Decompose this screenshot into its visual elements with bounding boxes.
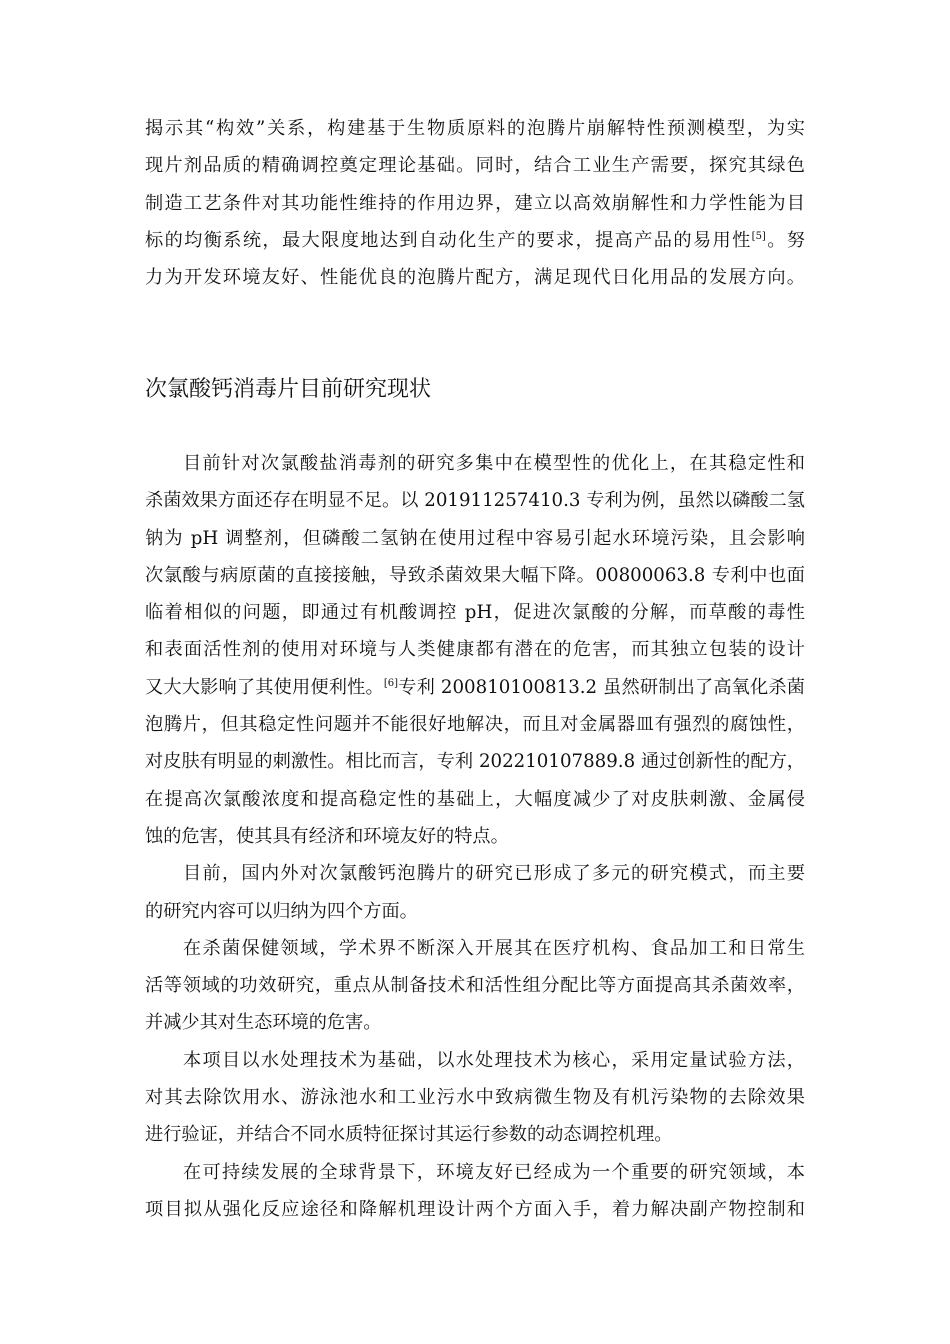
- line-text: 进行验证，并结合不同水质特征探讨其运行参数的动态调控机理。: [145, 1124, 673, 1146]
- text-line: [145, 967, 805, 1004]
- text-line: [145, 1191, 805, 1228]
- line-text: 力为开发环境友好、性能优良的泡腾片配方，满足现代日化用品的发展方向。: [145, 267, 805, 289]
- line-text: 临着相似的问题，即通过有机酸调控 pH，促进次氯酸的分解，而草酸的毒性: [145, 602, 805, 624]
- line-text: 现片剂品质的精确调控奠定理论基础。同时，结合工业生产需要，探究其绿色: [145, 155, 805, 177]
- line-text: 钠为 pH 调整剂，但磷酸二氢钠在使用过程中容易引起水环境污染，且会影响: [145, 527, 805, 549]
- line-text: 次氯酸与病原菌的直接接触，导致杀菌效果大幅下降。00800063.8 专利中也面: [145, 564, 805, 586]
- text-line: [145, 855, 805, 892]
- text-line: [145, 110, 805, 147]
- line-text: 在可持续发展的全球背景下，环境友好已经成为一个重要的研究领域，本: [183, 1161, 805, 1183]
- text-line: [145, 147, 805, 184]
- line-text: 和表面活性剂的使用对环境与人类健康都有潜在的危害，而其独立包装的设计: [145, 639, 805, 661]
- citation-ref[interactable]: [6]: [383, 677, 399, 689]
- line-text: 目前针对次氯酸盐消毒剂的研究多集中在模型性的优化上，在其稳定性和: [183, 453, 805, 474]
- line-text: 对其去除饮用水、游泳池水和工业污水中致病微生物及有机污染物的去除效果: [145, 1087, 805, 1109]
- text-line: [145, 781, 805, 818]
- text-line: [145, 1154, 805, 1191]
- section-heading: 次氯酸钙消毒片目前研究现状: [145, 377, 432, 402]
- text-line: [145, 259, 805, 296]
- line-text: 项目拟从强化反应途径和降解机理设计两个方面入手，着力解决副产物控制和: [145, 1198, 805, 1220]
- text-line: [145, 669, 805, 706]
- intro-paragraph: [145, 110, 805, 296]
- line-text: 标的均衡系统，最大限度地达到自动化生产的要求，提高产品的易用性: [145, 229, 752, 251]
- text-line: [145, 557, 805, 594]
- line-text: 揭示其“构效”关系，构建基于生物质原料的泡腾片崩解特性预测模型，为实: [145, 118, 805, 139]
- line-text: 制造工艺条件对其功能性维持的作用边界，建立以高效崩解性和力学性能为目: [145, 192, 805, 214]
- text-line: [145, 930, 805, 967]
- text-line: [145, 893, 805, 930]
- text-line: [145, 1004, 805, 1041]
- line-text: 专利 200810100813.2 虽然研制出了高氧化杀菌: [398, 676, 805, 698]
- line-text: 杀菌效果方面还存在明显不足。以 201911257410.3 专利为例，虽然以磷酸二氢: [145, 490, 805, 512]
- line-text: 对皮肤有明显的刺激性。相比而言，专利 202210107889.8 通过创新性的配方，: [145, 751, 805, 773]
- line-text: 又大大影响了其使用便利性。: [145, 676, 384, 698]
- text-line: [145, 482, 805, 519]
- text-line: [145, 222, 805, 259]
- line-text: 泡腾片，但其稳定性问题并不能很好地解决，而且对金属器皿有强烈的腐蚀性，: [145, 714, 805, 736]
- section-body: [145, 445, 805, 1228]
- line-text: 并减少其对生态环境的危害。: [145, 1012, 382, 1034]
- text-line: [145, 594, 805, 631]
- text-line: [145, 1116, 805, 1153]
- citation-ref[interactable]: [5]: [751, 230, 766, 242]
- line-text: 。努: [765, 229, 805, 251]
- line-text: 在提高次氯酸浓度和提高稳定性的基础上，大幅度减少了对皮肤刺激、金属侵: [145, 788, 805, 810]
- line-text: 活等领域的功效研究，重点从制备技术和活性组分配比等方面提高其杀菌效率，: [145, 975, 805, 997]
- text-line: [145, 1079, 805, 1116]
- text-line: [145, 445, 805, 482]
- text-line: [145, 1042, 805, 1079]
- text-line: [145, 520, 805, 557]
- line-text: 在杀菌保健领域，学术界不断深入开展其在医疗机构、食品加工和日常生: [183, 937, 805, 959]
- text-line: [145, 631, 805, 668]
- line-text: 本项目以水处理技术为基础，以水处理技术为核心，采用定量试验方法，: [183, 1049, 805, 1071]
- text-line: [145, 706, 805, 743]
- line-text: 的研究内容可以归纳为四个方面。: [145, 900, 418, 922]
- text-line: [145, 818, 805, 855]
- line-text: 蚀的危害，使其具有经济和环境友好的特点。: [145, 825, 509, 847]
- text-line: [145, 743, 805, 780]
- text-line: [145, 185, 805, 222]
- line-text: 目前，国内外对次氯酸钙泡腾片的研究已形成了多元的研究模式，而主要: [183, 863, 805, 885]
